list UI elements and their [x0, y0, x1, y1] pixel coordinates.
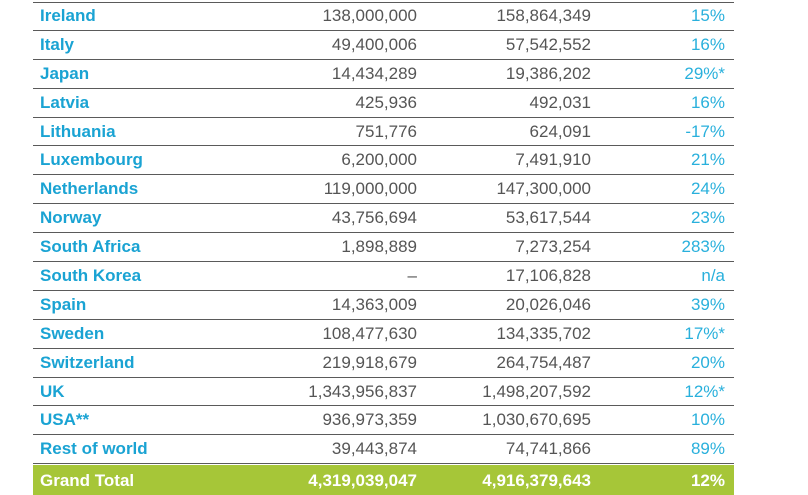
value-col-2: 1,030,670,695	[482, 410, 591, 430]
percent-change: 24%	[690, 179, 725, 199]
value-col-1: 936,973,359	[322, 410, 417, 430]
country-name: Netherlands	[40, 179, 139, 199]
value-col-1: 751,776	[355, 121, 417, 141]
grand-total-change: 12%	[690, 471, 725, 490]
table-row	[33, 233, 734, 262]
table-row	[33, 146, 734, 175]
value-col-2: 492,031	[529, 92, 591, 112]
percent-change: 283%	[681, 237, 725, 257]
percent-change: 89%	[690, 439, 725, 459]
value-col-1: 108,477,630	[322, 323, 417, 343]
value-col-2: 53,617,544	[505, 208, 591, 228]
country-name: Italy	[40, 34, 75, 54]
table-row	[33, 118, 734, 147]
value-col-1: 138,000,000	[322, 6, 417, 26]
value-col-1: 43,756,694	[331, 208, 417, 228]
country-name: Norway	[40, 208, 102, 228]
percent-change: 29%*	[684, 63, 725, 83]
percent-change: 16%	[690, 92, 725, 112]
percent-change: 21%	[690, 150, 725, 170]
table-row	[33, 349, 734, 378]
value-col-1: –	[407, 265, 417, 285]
value-col-1: 39,443,874	[331, 439, 417, 459]
value-col-2: 147,300,000	[496, 179, 591, 199]
grand-total-value-1: 4,319,039,047	[308, 471, 417, 490]
percent-change: -17%	[685, 121, 725, 141]
country-name: Sweden	[40, 323, 105, 343]
country-name: Rest of world	[40, 439, 148, 459]
country-name: Lithuania	[40, 121, 116, 141]
table-row	[33, 406, 734, 435]
country-name: USA**	[40, 410, 90, 430]
value-col-2: 57,542,552	[505, 34, 591, 54]
percent-change: 20%	[690, 352, 725, 372]
country-name: Latvia	[40, 92, 90, 112]
value-col-2: 74,741,866	[505, 439, 591, 459]
country-name: Luxembourg	[40, 150, 143, 170]
table-row	[33, 262, 734, 291]
percent-change: 10%	[690, 410, 725, 430]
country-name: Switzerland	[40, 352, 135, 372]
percent-change: 17%*	[684, 323, 725, 343]
table-row	[33, 175, 734, 204]
value-col-1: 14,434,289	[331, 63, 417, 83]
value-col-2: 624,091	[529, 121, 591, 141]
value-col-1: 14,363,009	[331, 294, 417, 314]
value-col-1: 425,936	[355, 92, 417, 112]
grand-total-value-2: 4,916,379,643	[482, 471, 591, 490]
grand-total-label: Grand Total	[40, 471, 135, 490]
data-table	[33, 2, 734, 464]
value-col-1: 1,343,956,837	[308, 381, 417, 401]
value-col-2: 17,106,828	[505, 265, 591, 285]
percent-change: 15%	[690, 6, 725, 26]
country-name: Spain	[40, 294, 87, 314]
country-name: South Korea	[40, 265, 142, 285]
table-row	[33, 320, 734, 349]
country-name: UK	[40, 381, 65, 401]
value-col-2: 158,864,349	[496, 6, 591, 26]
grand-total-row	[33, 465, 734, 495]
value-col-2: 264,754,487	[496, 352, 591, 372]
value-col-1: 119,000,000	[323, 179, 417, 199]
value-col-2: 20,026,046	[505, 294, 591, 314]
value-col-2: 134,335,702	[496, 323, 591, 343]
table-row	[33, 31, 734, 60]
country-name: Japan	[40, 63, 90, 83]
value-col-1: 219,918,679	[322, 352, 417, 372]
percent-change: n/a	[701, 265, 725, 285]
country-name: Ireland	[40, 6, 96, 26]
value-col-1: 1,898,889	[341, 237, 417, 257]
table-row	[33, 60, 734, 89]
table-row	[33, 435, 734, 464]
value-col-1: 6,200,000	[341, 150, 417, 170]
table-row	[33, 378, 734, 407]
table-row	[33, 89, 734, 118]
country-name: South Africa	[40, 237, 141, 257]
value-col-2: 7,273,254	[515, 237, 591, 257]
value-col-2: 7,491,910	[515, 150, 591, 170]
table-row	[33, 291, 734, 320]
percent-change: 39%	[690, 294, 725, 314]
percent-change: 16%	[690, 34, 725, 54]
table-row	[33, 2, 734, 31]
percent-change: 23%	[690, 208, 725, 228]
table-row	[33, 204, 734, 233]
percent-change: 12%*	[684, 381, 725, 401]
value-col-2: 19,386,202	[505, 63, 591, 83]
value-col-1: 49,400,006	[331, 34, 417, 54]
value-col-2: 1,498,207,592	[482, 381, 591, 401]
